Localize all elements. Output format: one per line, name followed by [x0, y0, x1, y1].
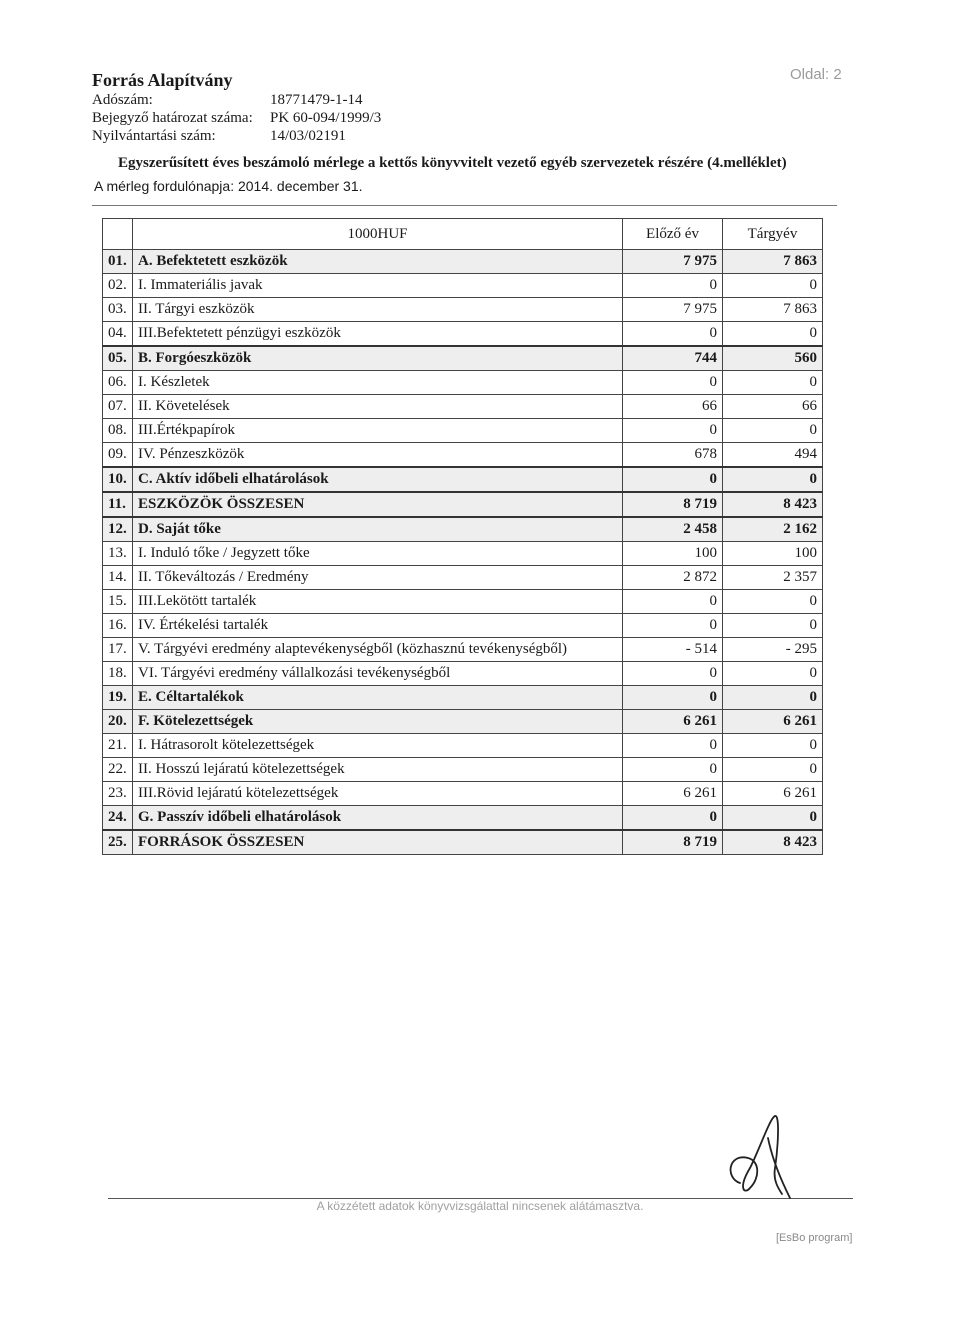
- table-row: [103, 395, 823, 419]
- row-label: B. Forgóeszközök: [133, 346, 623, 371]
- row-number: 05.: [103, 346, 133, 371]
- row-label: IV. Pénzeszközök: [133, 443, 623, 468]
- table-row: [103, 590, 823, 614]
- meta-label: Nyilvántartási szám:: [92, 128, 216, 144]
- table-row: [103, 542, 823, 566]
- previous-year-value: 0: [623, 274, 723, 298]
- row-number: 06.: [103, 371, 133, 395]
- row-number: 24.: [103, 806, 133, 831]
- previous-year-header: Előző év: [623, 219, 723, 250]
- previous-year-value: 6 261: [623, 782, 723, 806]
- row-number: 01.: [103, 250, 133, 274]
- table-row: [103, 371, 823, 395]
- current-year-value: - 295: [723, 638, 823, 662]
- meta-value: PK 60-094/1999/3: [270, 110, 382, 126]
- row-label: I. Immateriális javak: [133, 274, 623, 298]
- page-number: Oldal: 2: [790, 66, 842, 83]
- signature-icon: [720, 1108, 800, 1203]
- previous-year-value: 0: [623, 322, 723, 347]
- table-row: [103, 298, 823, 322]
- meta-registry-number: [92, 128, 346, 145]
- row-number: 14.: [103, 566, 133, 590]
- meta-value: 14/03/02191: [270, 128, 346, 144]
- row-number: 11.: [103, 492, 133, 517]
- current-year-value: 0: [723, 614, 823, 638]
- balance-sheet-table: [102, 218, 823, 855]
- table-row: [103, 517, 823, 542]
- current-year-value: 0: [723, 419, 823, 443]
- previous-year-value: 0: [623, 371, 723, 395]
- table-header-row: [103, 219, 823, 250]
- organization-name: Forrás Alapítvány: [92, 70, 233, 90]
- row-label: I. Hátrasorolt kötelezettségek: [133, 734, 623, 758]
- current-year-value: 66: [723, 395, 823, 419]
- footer-note: A közzétett adatok könyvvizsgálattal nincsenek alátámasztva.: [316, 1199, 644, 1213]
- current-year-value: 560: [723, 346, 823, 371]
- row-number: 02.: [103, 274, 133, 298]
- row-label: A. Befektetett eszközök: [133, 250, 623, 274]
- previous-year-value: 0: [623, 758, 723, 782]
- current-year-value: 7 863: [723, 298, 823, 322]
- header-blank: [103, 219, 133, 250]
- row-label: III.Lekötött tartalék: [133, 590, 623, 614]
- row-number: 07.: [103, 395, 133, 419]
- table-row: [103, 566, 823, 590]
- table-row: [103, 806, 823, 831]
- row-number: 10.: [103, 467, 133, 492]
- meta-tax-number: [92, 92, 363, 109]
- previous-year-value: 744: [623, 346, 723, 371]
- current-year-value: 0: [723, 590, 823, 614]
- current-year-value: 6 261: [723, 782, 823, 806]
- table-row: [103, 346, 823, 371]
- table-row: [103, 467, 823, 492]
- row-label: II. Követelések: [133, 395, 623, 419]
- meta-label: Bejegyző határozat száma:: [92, 110, 253, 126]
- previous-year-value: 0: [623, 590, 723, 614]
- previous-year-value: 8 719: [623, 492, 723, 517]
- current-year-value: 8 423: [723, 492, 823, 517]
- row-label: I. Készletek: [133, 371, 623, 395]
- row-number: 25.: [103, 830, 133, 855]
- table-row: [103, 830, 823, 855]
- current-year-value: 0: [723, 734, 823, 758]
- current-year-header: Tárgyév: [723, 219, 823, 250]
- current-year-value: 0: [723, 758, 823, 782]
- row-label: II. Tőkeváltozás / Eredmény: [133, 566, 623, 590]
- row-number: 17.: [103, 638, 133, 662]
- previous-year-value: 678: [623, 443, 723, 468]
- current-year-value: 2 162: [723, 517, 823, 542]
- row-number: 04.: [103, 322, 133, 347]
- previous-year-value: 0: [623, 686, 723, 710]
- row-number: 23.: [103, 782, 133, 806]
- row-label: III.Értékpapírok: [133, 419, 623, 443]
- previous-year-value: 8 719: [623, 830, 723, 855]
- previous-year-value: 2 872: [623, 566, 723, 590]
- unit-header: 1000HUF: [133, 219, 623, 250]
- current-year-value: 0: [723, 806, 823, 831]
- row-label: FORRÁSOK ÖSSZESEN: [133, 830, 623, 855]
- row-label: III.Befektetett pénzügyi eszközök: [133, 322, 623, 347]
- table-row: [103, 758, 823, 782]
- previous-year-value: 0: [623, 467, 723, 492]
- previous-year-value: 2 458: [623, 517, 723, 542]
- header-divider: [92, 205, 837, 206]
- table-row: [103, 662, 823, 686]
- current-year-value: 8 423: [723, 830, 823, 855]
- row-number: 19.: [103, 686, 133, 710]
- previous-year-value: 0: [623, 614, 723, 638]
- row-number: 08.: [103, 419, 133, 443]
- table-body: [103, 250, 823, 855]
- row-label: VI. Tárgyévi eredmény vállalkozási tevékenységből: [133, 662, 623, 686]
- previous-year-value: 100: [623, 542, 723, 566]
- table-row: [103, 250, 823, 274]
- previous-year-value: - 514: [623, 638, 723, 662]
- row-number: 13.: [103, 542, 133, 566]
- table-row: [103, 274, 823, 298]
- meta-value: 18771479-1-14: [270, 92, 363, 108]
- previous-year-value: 6 261: [623, 710, 723, 734]
- row-number: 09.: [103, 443, 133, 468]
- row-label: I. Induló tőke / Jegyzett tőke: [133, 542, 623, 566]
- meta-resolution-number: [92, 110, 381, 127]
- previous-year-value: 0: [623, 806, 723, 831]
- previous-year-value: 0: [623, 734, 723, 758]
- row-label: G. Passzív időbeli elhatárolások: [133, 806, 623, 831]
- table-row: [103, 443, 823, 468]
- row-number: 22.: [103, 758, 133, 782]
- table-row: [103, 734, 823, 758]
- report-date: A mérleg fordulónapja: 2014. december 31.: [94, 178, 363, 194]
- row-number: 18.: [103, 662, 133, 686]
- row-label: V. Tárgyévi eredmény alaptevékenységből (közhasznú tevékenységből): [133, 638, 623, 662]
- report-title: Egyszerűsített éves beszámoló mérlege a kettős könyvvitelt vezető egyéb szervezetek részére (4.melléklet): [118, 155, 787, 171]
- row-label: II. Hosszú lejáratú kötelezettségek: [133, 758, 623, 782]
- row-label: F. Kötelezettségek: [133, 710, 623, 734]
- table-row: [103, 419, 823, 443]
- previous-year-value: 0: [623, 662, 723, 686]
- row-number: 21.: [103, 734, 133, 758]
- row-label: E. Céltartalékok: [133, 686, 623, 710]
- table-row: [103, 686, 823, 710]
- row-number: 16.: [103, 614, 133, 638]
- current-year-value: 6 261: [723, 710, 823, 734]
- current-year-value: 0: [723, 322, 823, 347]
- row-number: 15.: [103, 590, 133, 614]
- row-number: 20.: [103, 710, 133, 734]
- current-year-value: 494: [723, 443, 823, 468]
- previous-year-value: 7 975: [623, 298, 723, 322]
- current-year-value: 7 863: [723, 250, 823, 274]
- current-year-value: 0: [723, 686, 823, 710]
- current-year-value: 100: [723, 542, 823, 566]
- current-year-value: 0: [723, 467, 823, 492]
- row-label: D. Saját tőke: [133, 517, 623, 542]
- row-label: IV. Értékelési tartalék: [133, 614, 623, 638]
- row-label: III.Rövid lejáratú kötelezettségek: [133, 782, 623, 806]
- previous-year-value: 66: [623, 395, 723, 419]
- row-number: 12.: [103, 517, 133, 542]
- current-year-value: 2 357: [723, 566, 823, 590]
- current-year-value: 0: [723, 662, 823, 686]
- table-row: [103, 710, 823, 734]
- row-label: C. Aktív időbeli elhatárolások: [133, 467, 623, 492]
- program-label: [EsBo program]: [776, 1232, 853, 1244]
- table-row: [103, 322, 823, 347]
- table-row: [103, 614, 823, 638]
- row-number: 03.: [103, 298, 133, 322]
- current-year-value: 0: [723, 274, 823, 298]
- row-label: II. Tárgyi eszközök: [133, 298, 623, 322]
- table-row: [103, 638, 823, 662]
- current-year-value: 0: [723, 371, 823, 395]
- table-row: [103, 782, 823, 806]
- previous-year-value: 7 975: [623, 250, 723, 274]
- previous-year-value: 0: [623, 419, 723, 443]
- meta-label: Adószám:: [92, 92, 153, 108]
- row-label: ESZKÖZÖK ÖSSZESEN: [133, 492, 623, 517]
- table-row: [103, 492, 823, 517]
